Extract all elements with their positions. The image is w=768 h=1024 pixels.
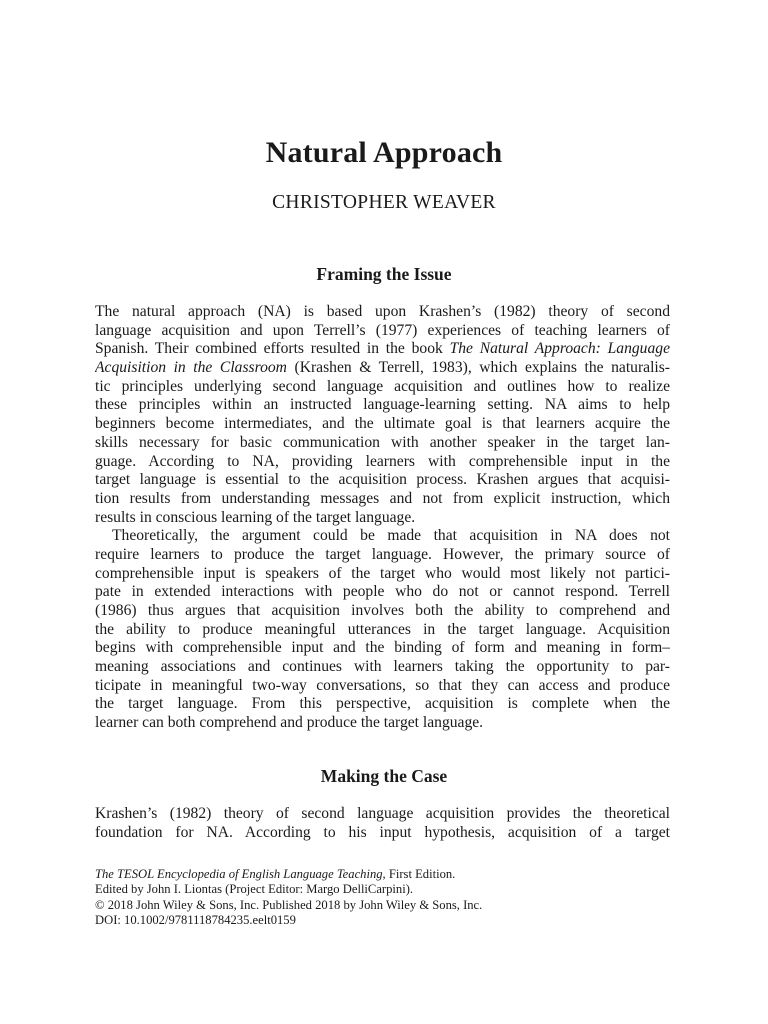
text-line [95, 303, 670, 322]
text-line [95, 805, 670, 824]
text-line [95, 490, 670, 509]
text-segment: guage. According to NA, providing learners with comprehensible input in the [95, 452, 670, 470]
text-segment: The natural approach (NA) is based upon Krashen’s (1982) theory of second [95, 303, 670, 320]
paragraph [95, 527, 670, 733]
text-line [95, 824, 670, 843]
text-line [95, 434, 670, 453]
text-line [95, 453, 670, 472]
text-segment: the ability to produce meaningful utterances in the target language. Acquisition [95, 620, 670, 638]
text-line [95, 602, 670, 621]
text-segment: begins with comprehensible input and the binding of form and meaning in form– [95, 639, 670, 657]
text-segment: (Krashen & Terrell, 1983), which explains the naturalis- [286, 359, 670, 377]
text-segment: pate in extended interactions with people who do not or cannot respond. Terrell [95, 583, 670, 601]
footer-doi: DOI: 10.1002/9781118784235.eelt0159 [95, 913, 296, 928]
text-line [95, 359, 670, 378]
text-segment: beginners become intermediates, and the ultimate goal is that learners acquire the [95, 415, 670, 433]
text-segment: language acquisition and upon Terrell’s (1977) experiences of teaching learners of [95, 321, 670, 339]
article-title: Natural Approach [265, 136, 503, 169]
text-line [95, 471, 670, 490]
text-line [95, 396, 670, 415]
section-body-framing [95, 303, 670, 733]
text-segment: Theoretically, the argument could be made that acquisition in NA does not [112, 527, 670, 545]
paragraph [95, 805, 670, 842]
section-heading-framing: Framing the Issue [316, 264, 452, 284]
text-segment: target language is essential to the acquisition process. Krashen argues that acquisi- [95, 471, 670, 489]
text-line [95, 677, 670, 696]
text-segment: ticipate in meaningful two-way conversations, so that they can access and produce [95, 676, 670, 694]
footer-copyright: © 2018 John Wiley & Sons, Inc. Published 2018 by John Wiley & Sons, Inc. [95, 897, 483, 912]
footer-book-title: The TESOL Encyclopedia of English Language Teaching [95, 867, 383, 881]
text-segment: tion results from understanding messages and not from explicit instruction, which [95, 489, 670, 507]
text-segment: Spanish. Their combined efforts resulted in the book [95, 340, 450, 358]
text-segment: results in conscious learning of the target language. [95, 508, 416, 526]
text-segment: meaning associations and continues with learners taking the opportunity to par- [95, 658, 670, 676]
text-line [95, 565, 670, 584]
text-line [95, 322, 670, 341]
section-body-making-case [95, 805, 670, 842]
author-name: CHRISTOPHER WEAVER [272, 192, 496, 213]
section-heading-making-case: Making the Case [320, 766, 448, 786]
text-line [95, 714, 670, 733]
text-line [95, 509, 670, 528]
text-line [95, 527, 670, 546]
text-segment: skills necessary for basic communication with another speaker in the target lan- [95, 433, 670, 451]
text-line [95, 621, 670, 640]
citation-footer [95, 867, 670, 929]
text-line [95, 639, 670, 658]
footer-editors: Edited by John I. Liontas (Project Editor: Margo DelliCarpini). [95, 882, 414, 897]
text-line [95, 695, 670, 714]
text-segment: require learners to produce the target language. However, the primary source of [95, 545, 670, 563]
text-line [95, 546, 670, 565]
footer-book-line [95, 867, 670, 882]
text-segment: tic principles underlying second language acquisition and outlines how to realize [95, 377, 670, 395]
text-segment: learner can both comprehend and produce the target language. [95, 714, 484, 732]
text-line [95, 658, 670, 677]
text-segment: foundation for NA. According to his input hypothesis, acquisition of a target [95, 823, 670, 841]
italic-text: The Natural Approach: Language [449, 340, 670, 358]
text-segment: these principles within an instructed language-learning setting. NA aims to help [95, 396, 670, 414]
text-line [95, 415, 670, 434]
text-segment: Krashen’s (1982) theory of second language acquisition provides the theoretical [95, 805, 670, 822]
italic-text: Acquisition in the Classroom [95, 359, 287, 377]
text-line [95, 583, 670, 602]
text-line [95, 340, 670, 359]
text-segment: (1986) thus argues that acquisition involves both the ability to comprehend and [95, 602, 670, 619]
paragraph [95, 303, 670, 527]
footer-edition: , First Edition. [382, 867, 456, 881]
text-segment: comprehensible input is speakers of the target who would most likely not partici- [95, 564, 670, 582]
text-segment: the target language. From this perspective, acquisition is complete when the [95, 695, 670, 713]
text-line [95, 378, 670, 397]
